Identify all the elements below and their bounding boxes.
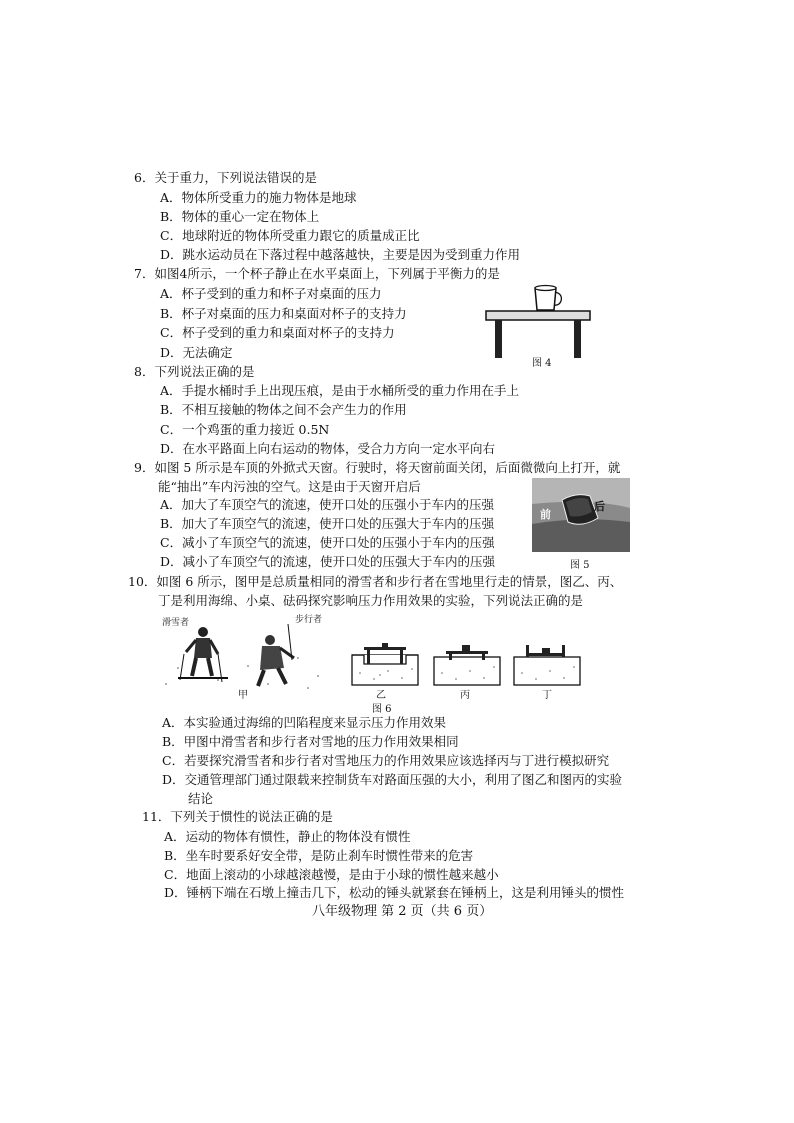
figure-6-label-skier: 滑雪者 — [162, 618, 190, 628]
figure-6-caption: 图 6 — [372, 704, 392, 715]
question-11-option-c: C．地面上滚动的小球越滚越慢，是由于小球的惯性越来越小 — [164, 867, 499, 882]
figure-6-ding-table-on-sponge — [512, 643, 582, 686]
question-8-option-b: B．不相互接触的物体之间不会产生力的作用 — [160, 402, 407, 417]
question-8-option-c: C．一个鸡蛋的重力接近 0.5N — [160, 422, 330, 437]
question-11-option-d: D．锤柄下端在石墩上撞击几下，松动的锤头就紧套在锤柄上，这是利用锤头的惯性 — [164, 885, 625, 900]
question-6-option-d: D．跳水运动员在下落过程中越落越快，主要是因为受到重力作用 — [160, 247, 521, 262]
question-7-option-b: B．杯子对桌面的压力和桌面对杯子的支持力 — [160, 306, 407, 321]
question-10-stem: 10．如图 6 所示，图甲是总质量相同的滑雪者和步行者在雪地里行走的情景，图乙、丙、 — [128, 574, 623, 589]
question-7-option-a: A．杯子受到的重力和杯子对桌面的压力 — [160, 286, 382, 301]
figure-6-yi-table-on-sponge — [350, 643, 420, 686]
page-footer: 八年级物理 第 2 页（共 6 页） — [312, 904, 493, 919]
question-9-option-d: D．减小了车顶空气的流速，使开口处的压强大于车内的压强 — [160, 554, 496, 569]
question-11-option-b: B．坐车时要系好安全带，是防止刹车时惯性带来的危害 — [164, 848, 474, 863]
question-9-option-c: C．减小了车顶空气的流速，使开口处的压强小于车内的压强 — [160, 535, 495, 550]
question-11-option-a: A．运动的物体有惯性，静止的物体没有惯性 — [164, 829, 411, 844]
figure-6-label-jia: 甲 — [238, 690, 248, 701]
question-10-option-b: B．甲图中滑雪者和步行者对雪地的压力作用效果相同 — [162, 734, 459, 749]
question-11-stem: 11．下列关于惯性的说法正确的是 — [142, 809, 333, 824]
question-7-stem: 7．如图4所示，一个杯子静止在水平桌面上，下列属于平衡力的是 — [134, 266, 500, 281]
question-10-option-a: A．本实验通过海绵的凹陷程度来显示压力作用效果 — [162, 715, 447, 730]
question-9-option-a: A．加大了车顶空气的流速，使开口处的压强小于车内的压强 — [160, 497, 495, 512]
question-6-option-a: A．物体所受重力的施力物体是地球 — [160, 190, 357, 205]
question-8-stem: 8．下列说法正确的是 — [134, 364, 255, 379]
figure-6-label-bing: 丙 — [460, 690, 470, 701]
figure-6-label-ding: 丁 — [542, 690, 552, 701]
question-7-option-d: D．无法确定 — [160, 345, 233, 360]
question-10-option-d: D．交通管理部门通过限载来控制货车对路面压强的大小，利用了图乙和图丙的实验 — [162, 772, 623, 787]
figure-6-label-walker: 步行者 — [295, 615, 323, 625]
question-7-option-c: C．杯子受到的重力和桌面对杯子的支持力 — [160, 325, 395, 340]
question-6-stem: 6．关于重力，下列说法错误的是 — [134, 170, 317, 185]
question-9-stem-cont: 能“抽出”车内污浊的空气。这是由于天窗开启后 — [158, 479, 421, 494]
figure-6-jia-skier-walker — [158, 618, 333, 696]
question-8-option-a: A．手提水桶时手上出现压痕，是由于水桶所受的重力作用在手上 — [160, 383, 520, 398]
question-8-option-d: D．在水平路面上向右运动的物体，受合力方向一定水平向右 — [160, 441, 496, 456]
figure-5-caption: 图 5 — [570, 560, 590, 571]
question-6-option-b: B．物体的重心一定在物体上 — [160, 209, 320, 224]
question-9-option-b: B．加大了车顶空气的流速，使开口处的压强大于车内的压强 — [160, 516, 495, 531]
question-10-stem-cont: 丁是利用海绵、小桌、砝码探究影响压力作用效果的实验，下列说法正确的是 — [158, 593, 584, 608]
figure-6-label-yi: 乙 — [376, 690, 386, 701]
figure-4-caption: 图 4 — [532, 358, 552, 369]
question-10-option-d-cont: 结论 — [188, 791, 214, 806]
figure-5-label-front: 前 — [540, 508, 551, 521]
figure-6-bing-table-on-sponge — [432, 643, 502, 686]
question-9-stem: 9．如图 5 所示是车顶的外掀式天窗。行驶时，将天窗前面关闭，后面微微向上打开，就 — [134, 460, 621, 475]
figure-5-label-back: 后 — [594, 500, 605, 513]
question-6-option-c: C．地球附近的物体所受重力跟它的质量成正比 — [160, 228, 420, 243]
figure-4-cup-on-table — [480, 276, 595, 366]
question-10-option-c: C．若要探究滑雪者和步行者对雪地压力的作用效果应该选择丙与丁进行模拟研究 — [162, 753, 610, 768]
